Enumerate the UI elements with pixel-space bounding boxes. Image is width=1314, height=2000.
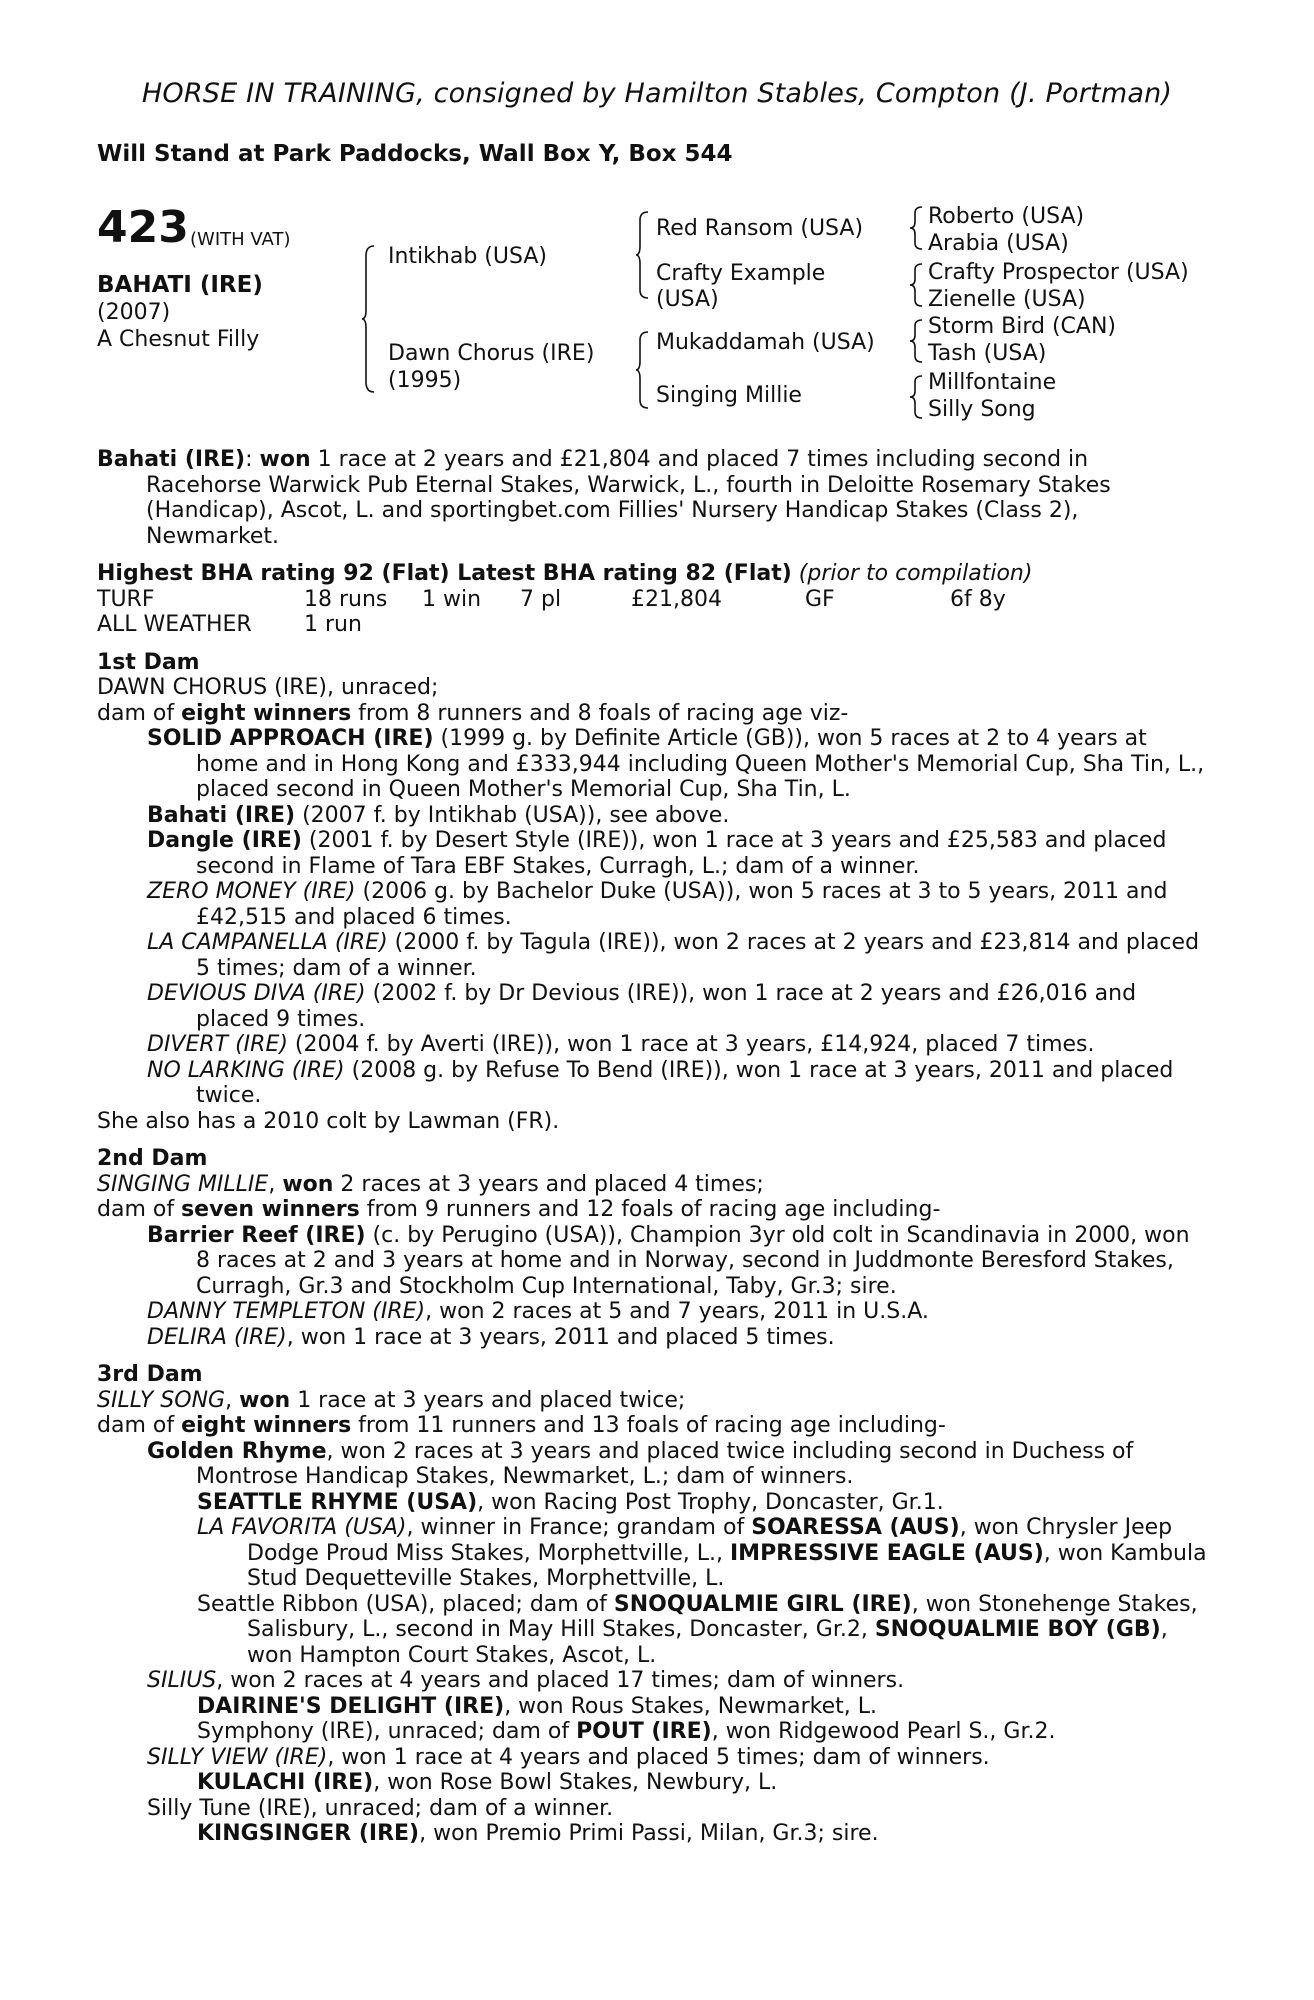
pedigree-dam-year: (1995) bbox=[388, 368, 462, 393]
ratings-line: Highest BHA rating 92 (Flat) Latest BHA rating 82 (Flat) (prior to compilation) bbox=[97, 561, 1033, 586]
produce-entry: DANNY TEMPLETON (IRE), won 2 races at 5 and 7 years, 2011 in U.S.A. bbox=[147, 1299, 929, 1324]
pedigree-dsd: Tash (USA) bbox=[928, 341, 1047, 366]
pedigree-sdd: Zienelle (USA) bbox=[928, 287, 1086, 312]
dam3-entry-symphony: Symphony (IRE), unraced; dam of POUT (IRE), won Ridgewood Pearl S., Gr.2. bbox=[197, 1719, 1056, 1744]
pedigree-dam-sire: Mukaddamah (USA) bbox=[656, 330, 875, 355]
pedigree-dss: Storm Bird (CAN) bbox=[928, 314, 1116, 339]
summary-paragraph: Bahati (IRE): won 1 race at 2 years and £21,804 and placed 7 times including second in Racehorse Warwick Pub Eternal Stakes, Warwick, L., fourth in Deloitte Rosemary Stakes (Handicap), Ascot, L. and sportingbet.com Fillies' Nursery Handicap Stakes (Class 2), Newmarket. bbox=[97, 447, 1111, 549]
dam3-entry-silius: SILIUS, won 2 races at 4 years and placed 17 times; dam of winners. bbox=[147, 1668, 905, 1693]
brace-gen3-3 bbox=[910, 318, 924, 364]
section-2nd-dam: 2nd Dam bbox=[97, 1146, 208, 1171]
dam3-entry-golden-rhyme: Golden Rhyme, won 2 races at 3 years and placed twice including second in Duchess of Montrose Handicap Stakes, Newmarket, L.; dam of winners. bbox=[147, 1438, 1134, 1489]
brace-gen2-bottom bbox=[636, 330, 650, 410]
pedigree-sire-dam-country: (USA) bbox=[656, 287, 719, 312]
produce-entry: ZERO MONEY (IRE) (2006 g. by Bachelor Duke (USA)), won 5 races at 3 to 5 years, 2011 and £42,515 and placed 6 times. bbox=[147, 879, 1168, 930]
all-weather-stats: ALL WEATHER 1 run bbox=[97, 612, 362, 637]
vat-note: (WITH VAT) bbox=[190, 229, 291, 250]
dam3-entry-dairines-delight: DAIRINE'S DELIGHT (IRE), won Rous Stakes, Newmarket, L. bbox=[197, 1693, 878, 1719]
horse-name: BAHATI (IRE) bbox=[97, 272, 263, 298]
dam1-produce-list bbox=[97, 726, 1207, 1109]
produce-entry: DIVERT (IRE) (2004 f. by Averti (IRE)), won 1 race at 3 years, £14,924, placed 7 times. bbox=[147, 1032, 1095, 1057]
dam3-entry-seattle-rhyme: SEATTLE RHYME (USA), won Racing Post Trophy, Doncaster, Gr.1. bbox=[197, 1489, 944, 1515]
section-3rd-dam: 3rd Dam bbox=[97, 1362, 203, 1387]
produce-entry: LA CAMPANELLA (IRE) (2000 f. by Tagula (IRE)), won 2 races at 2 years and £23,814 and placed 5 times; dam of a winner. bbox=[147, 930, 1200, 981]
produce-entry: Dangle (IRE) (2001 f. by Desert Style (IRE)), won 1 race at 3 years and £25,583 and placed second in Flame of Tara EBF Stakes, Curragh, L.; dam of a winner. bbox=[147, 828, 1167, 879]
pedigree-sss: Roberto (USA) bbox=[928, 204, 1085, 229]
brace-gen3-2 bbox=[910, 262, 924, 308]
page-header: HORSE IN TRAINING, consigned by Hamilton Stables, Compton (J. Portman) bbox=[141, 78, 1173, 109]
brace-gen2-top bbox=[636, 210, 650, 300]
produce-entry: SOLID APPROACH (IRE) (1999 g. by Definite Article (GB)), won 5 races at 2 to 4 years at home and in Hong Kong and £333,944 including Queen Mother's Memorial Cup, Sha Tin, L., placed second in Queen Mother's Memorial Cup, Sha Tin, L. bbox=[147, 726, 1205, 802]
produce-entry: NO LARKING (IRE) (2008 g. by Refuse To Bend (IRE)), won 1 race at 3 years, 2011 and placed twice. bbox=[147, 1057, 1174, 1108]
produce-entry: DEVIOUS DIVA (IRE) (2002 f. by Dr Devious (IRE)), won 1 race at 2 years and £26,016 and placed 9 times. bbox=[147, 981, 1137, 1032]
dam2-produce-list bbox=[97, 1223, 1207, 1351]
brace-gen3-4 bbox=[910, 374, 924, 420]
pedigree-dam-dam: Singing Millie bbox=[656, 383, 802, 408]
dam3-entry-silly-tune: Silly Tune (IRE), unraced; dam of a winner. bbox=[147, 1795, 614, 1821]
horse-description: A Chesnut Filly bbox=[97, 327, 260, 352]
catalogue-body: Bahati (IRE): won 1 race at 2 years and £21,804 and placed 7 times including second in Racehorse Warwick Pub Eternal Stakes, Warwick, L., fourth in Deloitte Rosemary Stakes (Handicap), Ascot, L. and sportingbet.com Fillies' Nursery Handicap Stakes (Class 2), Newmarket. Highest BHA rating 92 (Flat) Latest BHA rating 82 (Flat) (prior to compilation) TURF 18 runs 1 win 7 pl £21,804 GF 6f 8y ALL WEATHER 1 run 1st Dam DAWN CHORUS (IRE), unraced; dam of eight winners from 8 runners and 8 foals of racing age viz- SOLID APPROACH (IRE) (1999 g. by Definite Article (GB)), won 5 races at 2 to 4 years at home and in Hong Kong and £333,944 including Queen Mother's Memorial Cup, Sha Tin, L., placed second in Queen Mother's Memorial Cup, Sha Tin, L. Bahati (IRE) (2007 f. by Intikhab (USA)), see above. Dangle (IRE) (2001 f. by Desert Style (IRE)), won 1 race at 3 years and £25,583 and placed second in Flame of Tara EBF Stakes, Curragh, L.; dam of a winner. ZERO MONEY (IRE) (2006 g. by Bachelor Duke (USA)), won 5 races at 3 to 5 years, 2011 and £42,515 and placed 6 times. LA CAMPANELLA (IRE) (2000 f. by Tagula (IRE)), won 2 races at 2 years and £23,814 and placed 5 times; dam of a winner. DEVIOUS DIVA (IRE) (2002 f. by Dr Devious (IRE)), won 1 race at 2 years and £26,016 and placed 9 times. DIVERT (IRE) (2004 f. by Averti (IRE)), won 1 race at 3 years, £14,924, placed 7 times. NO LARKING (IRE) (2008 g. by Refuse To Bend (IRE)), won 1 race at 3 years, 2011 and placed twice. She also has a 2010 colt by Lawman (FR). 2nd Dam SINGING MILLIE, won 2 races at 3 years and placed 4 times; dam of seven winners from 9 runners and 12 foals of racing age including- Barrier Reef (IRE) (c. by Perugino (USA)), Champion 3yr old colt in Scandinavia in 2000, won 8 races at 2 and 3 years at home and in Norway, second in Juddmonte Beresford Stakes, Curragh, Gr.3 and Stockholm Cup International, Taby, Gr.3; sire. DANNY TEMPLETON (IRE), won 2 races at 5 and 7 years, 2011 in U.S.A. DELIRA (IRE), won 1 race at 3 years, 2011 and placed 5 times. 3rd Dam SILLY SONG, won 1 race at 3 years and placed twice; dam of eight winners from 11 runners and 13 foals of racing age including- Golden Rhyme, won 2 races at 3 years and placed twice including second in Duchess of Montrose Handicap Stakes, Newmarket, L.; dam of winners. SEATTLE RHYME (USA), won Racing Post Trophy, Doncaster, Gr.1. LA FAVORITA (USA), winner in France; grandam of SOARESSA (AUS), won Chrysler Jeep Dodge Proud Miss Stakes, Morphettville, L., IMPRESSIVE EAGLE (AUS), won Kambula Stud Dequetteville Stakes, Morphettville, L. Seattle Ribbon (USA), placed; dam of SNOQUALMIE GIRL (IRE), won Stonehenge Stakes, Salisbury, L., second in May Hill Stakes, Doncaster, Gr.2, SNOQUALMIE BOY (GB), won Hampton Court Stakes, Ascot, L. SILIUS, won 2 races at 4 years and placed 17 times; dam of winners. DAIRINE'S DELIGHT (IRE), won Rous Stakes, Newmarket, L. Symphony (IRE), unraced; dam of POUT (IRE), won Ridgewood Pearl S., Gr.2. SILLY VIEW (IRE), won 1 race at 4 years and placed 5 times; dam of winners. KULACHI (IRE), won Rose Bowl Stakes, Newbury, L. Silly Tune (IRE), unraced; dam of a winner. KINGSINGER (IRE), won Premio Primi Passi, Milan, Gr.3; sire. bbox=[97, 447, 1207, 1846]
pedigree-sire-sire: Red Ransom (USA) bbox=[656, 216, 864, 241]
dam3-entry-kingsinger: KINGSINGER (IRE), won Premio Primi Passi, Milan, Gr.3; sire. bbox=[197, 1821, 879, 1846]
dam3-entry-kulachi: KULACHI (IRE), won Rose Bowl Stakes, Newbury, L. bbox=[197, 1770, 778, 1795]
turf-stats: TURF 18 runs 1 win 7 pl £21,804 GF 6f 8y bbox=[97, 586, 1006, 612]
produce-entry: Barrier Reef (IRE) (c. by Perugino (USA)), Champion 3yr old colt in Scandinavia in 2000, won 8 races at 2 and 3 years at home and in Norway, second in Juddmonte Beresford Stakes, Curragh, Gr.3 and Stockholm Cup International, Taby, Gr.3; sire. bbox=[147, 1222, 1190, 1299]
lot-number: 423 bbox=[97, 202, 189, 253]
pedigree-sire-dam: Crafty Example bbox=[656, 261, 826, 286]
dam3-entry-silly-view: SILLY VIEW (IRE), won 1 race at 4 years and placed 5 times; dam of winners. bbox=[147, 1744, 990, 1770]
pedigree-ssd: Arabia (USA) bbox=[928, 231, 1069, 256]
pedigree-dam: Dawn Chorus (IRE) bbox=[388, 341, 595, 366]
dam3-entry-la-favorita: LA FAVORITA (USA), winner in France; grandam of SOARESSA (AUS), won Chrysler Jeep Dodge Proud Miss Stakes, Morphettville, L., IMPRESSIVE EAGLE (AUS), won Kambula Stud Dequetteville Stakes, Morphettville, L. bbox=[197, 1515, 1207, 1591]
produce-entry: DELIRA (IRE), won 1 race at 3 years, 2011 and placed 5 times. bbox=[147, 1324, 835, 1350]
brace-gen1 bbox=[362, 244, 376, 394]
pedigree-dds: Millfontaine bbox=[928, 370, 1057, 395]
produce-entry: Bahati (IRE) (2007 f. by Intikhab (USA)), see above. bbox=[147, 802, 730, 828]
pedigree-sds: Crafty Prospector (USA) bbox=[928, 260, 1189, 285]
pedigree-ddd: Silly Song bbox=[928, 397, 1036, 422]
stand-location: Will Stand at Park Paddocks, Wall Box Y, Box 544 bbox=[97, 141, 733, 167]
section-1st-dam: 1st Dam bbox=[97, 649, 200, 675]
brace-gen3-1 bbox=[910, 205, 924, 251]
pedigree-sire: Intikhab (USA) bbox=[388, 244, 547, 269]
dam3-entry-seattle-ribbon: Seattle Ribbon (USA), placed; dam of SNOQUALMIE GIRL (IRE), won Stonehenge Stakes, Salisbury, L., second in May Hill Stakes, Doncaster, Gr.2, SNOQUALMIE BOY (GB), won Hampton Court Stakes, Ascot, L. bbox=[197, 1591, 1198, 1668]
horse-year: (2007) bbox=[97, 300, 171, 325]
